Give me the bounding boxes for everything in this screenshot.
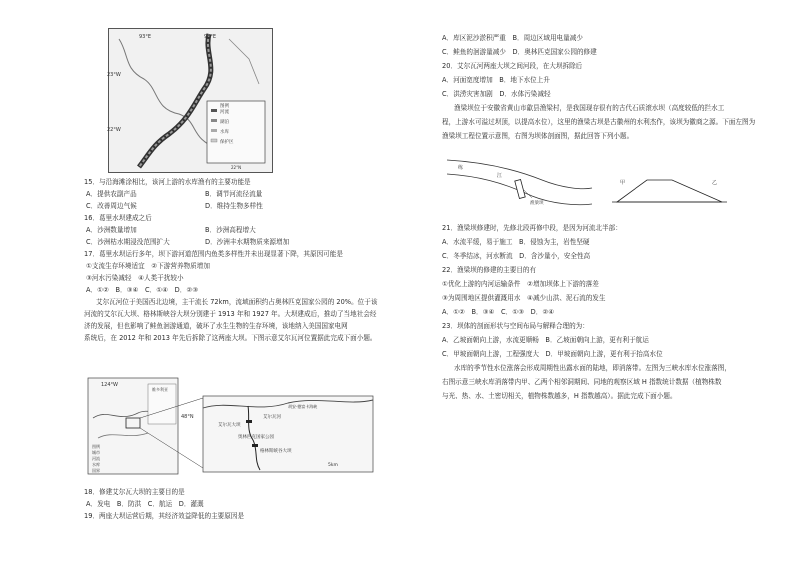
q15-option-a: A．提供农副产品	[86, 190, 137, 198]
lon-a: 93°E	[139, 34, 152, 40]
q23-stem: 23．坝体的剖面形状与空间布局与解释合理的为：	[442, 322, 589, 330]
q20-options-2: C．洪涝灾害加剧 D．水体污染减轻	[442, 90, 551, 98]
q19-stem: 19．两座大坝运营后期，其经济效益降低的主要原因是	[84, 512, 245, 520]
passage2-line-1: 渔梁坝位于安徽省黄山市歙县渔梁村，是我国现存很有的古代石质滚水坝（高度较低的拦水工	[454, 104, 725, 112]
passage2-line-3: 渔梁坝工程位置示意图，右图为坝体剖面图，据此回答下列小题。	[442, 132, 634, 140]
q22-stem: 22．渔梁坝的修建的主要目的有	[442, 266, 537, 274]
lake-legend-icon	[211, 119, 217, 122]
passage-line-4: 系统后，在 2012 年和 2013 年先后拆除了这两座大坝。下图示意艾尔瓦河位置据此完成下面小题。	[84, 334, 377, 342]
passage3-line-2: 右图示意三峡水库消落带内甲、乙两个相邻洞期间、同地的观察区域 H 指数统计数据（植物株数	[442, 378, 722, 386]
q18-choices: A．发电 B．防洪 C．航运 D．灌溉	[86, 500, 204, 508]
q17-choices: A．①② B．③④ C．①④ D．②③	[86, 286, 199, 294]
lon-b: 98°E	[204, 34, 217, 40]
q16-stem: 16．葛里水坝建成之后	[84, 214, 152, 222]
lat-bottom: 22°N	[231, 165, 242, 170]
city-label: 维多利亚	[152, 387, 168, 392]
river-map-svg	[109, 29, 272, 172]
q17-stem: 17．葛里水坝运行多年，坝下游河道范围内鱼类多样性并未出现显著下降，其原因可能是	[84, 250, 343, 258]
elwha-map-figure	[88, 378, 376, 474]
lat-low: 22°W	[107, 127, 121, 133]
q22-options-2: ③为周围地区提供灌溉用水 ④减少山洪、泥石流的发生	[442, 294, 606, 302]
scale-label: 5km	[328, 463, 338, 468]
q21-options-1: A．水流平缓，易于施工 B．侵蚀为主，岩性坚硬	[442, 238, 590, 246]
q16-option-b: B．沙洲高程增大	[205, 226, 256, 234]
reserve-legend-icon	[211, 139, 217, 142]
park-label: 奥林匹克国家公园	[238, 435, 274, 440]
legend-river: 河流	[220, 110, 229, 115]
q16-option-a: A．沙洲数量增加	[86, 226, 137, 234]
lat-top: 23°W	[107, 72, 121, 78]
q19-options-2: C．鲑鱼的洄游量减少 D．奥林匹克国家公园的修建	[442, 48, 597, 56]
legend2-reservoir: 水库	[92, 462, 100, 467]
legend-reservoir: 水库	[220, 130, 229, 135]
elwha-dam-marker	[246, 420, 252, 423]
q17-options-1: ①支流生存环境适宜 ②下游营养物质增加	[86, 262, 210, 270]
label-b: 乙	[712, 180, 718, 186]
q20-options-1: A．河面宽度增加 B．地下水位上升	[442, 76, 550, 84]
river-map-figure	[108, 28, 273, 173]
q16-option-d: D．沙洲丰水期物质来源增加	[205, 238, 290, 246]
q17-options-2: ③河水污染减轻 ④人类干扰较小	[86, 274, 184, 282]
label-dam: 渔梁坝	[530, 201, 544, 206]
q15-stem: 15．与沿海滩涂相比，该河上游的水库渔有的主要功能是	[84, 178, 251, 186]
legend-title: 图例	[220, 104, 229, 109]
q22-options-1: ①优化上游的内河运输条件 ②增加坝体上下游的落差	[442, 280, 599, 288]
q18-stem: 18．修建艾尔瓦大坝的主要目的是	[84, 488, 185, 496]
legend2-border: 国界	[92, 468, 100, 473]
river-label: 艾尔瓦河	[263, 415, 281, 420]
passage2-line-2: 程，上游水可溢过坝顶，以提高水位），这里的渔梁古坝是古徽州的水利杰作，该坝为徽商之源。下面左图为	[442, 118, 756, 126]
passage3-line-3: 与光、热、水、土密切相关，植物株数越多，H 指数越高）。据此完成下面小题。	[442, 392, 677, 400]
elwha-map-svg	[88, 378, 376, 474]
q23-options-2: C．甲坡面朝向上游，工程强度大 D．甲坡面朝向上游，更有利于抬高水位	[442, 350, 663, 358]
label-a: 甲	[620, 180, 626, 186]
lat-label: 48°N	[181, 414, 194, 420]
dam2-label: 格林斯峡谷大坝	[260, 449, 292, 454]
dam-figures	[442, 150, 732, 210]
dam-figures-svg	[442, 150, 732, 210]
legend2-title: 图例	[92, 444, 100, 449]
lon-label: 124°W	[101, 382, 118, 388]
q19-options-1: A．库区泥沙淤积严重 B．周边区域用电量减少	[442, 34, 583, 42]
q15-option-c: C．改善周边气候	[86, 202, 137, 210]
reservoir-legend-icon	[211, 129, 217, 132]
label-up: 练	[458, 165, 464, 171]
passage-line-3: 济的发展，但也影响了鲑鱼洄游通道，破坏了水生生物的生存环境，该地纳入美国国家电网	[84, 322, 348, 330]
legend-reserve: 保护区	[220, 140, 234, 145]
passage-line-1: 艾尔瓦河位于美国西北边境，主干流长 72km，流域面积约占奥林匹克国家公园的 20%。位于该	[96, 298, 378, 306]
legend2-river: 河流	[92, 456, 100, 461]
glines-dam-marker	[252, 444, 258, 447]
dam-cross-section	[617, 180, 722, 202]
label-river: 江	[497, 173, 503, 179]
q15-option-d: D．维持生物多样性	[205, 202, 263, 210]
passage-line-2: 河流的艾尔瓦大坝、格林斯峡谷大坝分别建于 1913 年和 1927 年。大坝建成后，推动了当地社会经	[84, 310, 377, 318]
q22-choices: A．①② B．③④ C．①③ D．②④	[442, 308, 555, 316]
legend2-city: 城市	[92, 450, 100, 455]
q15-option-b: B．调节河流径流量	[205, 190, 263, 198]
q20-stem: 20．艾尔瓦河两座大坝之间河段，在大坝拆除后	[442, 62, 583, 70]
q23-options-1: A．乙坡面朝向上游，水流更顺畅 B．乙坡面朝向上游，更有利于航运	[442, 336, 649, 344]
river-legend-icon	[211, 109, 217, 112]
legend-lake: 湖泊	[220, 120, 229, 125]
strait-label: 胡安·德富卡海峡	[288, 404, 318, 409]
q21-stem: 21．渔梁坝修建时，先修北段再修中段，是因为河流北半部：	[442, 224, 622, 232]
passage3-line-1: 水库的季节性水位涨落会形成周期性出露水面的陆地，即消落带。左图为三峡水库水位涨落图，	[454, 364, 731, 372]
q21-options-2: C．冬季结冰，河水断流 D．含沙量小，安全性高	[442, 252, 591, 260]
dam1-label: 艾尔瓦大坝	[218, 423, 241, 428]
q16-option-c: C．沙洲枯水期浸没范围扩大	[86, 238, 170, 246]
